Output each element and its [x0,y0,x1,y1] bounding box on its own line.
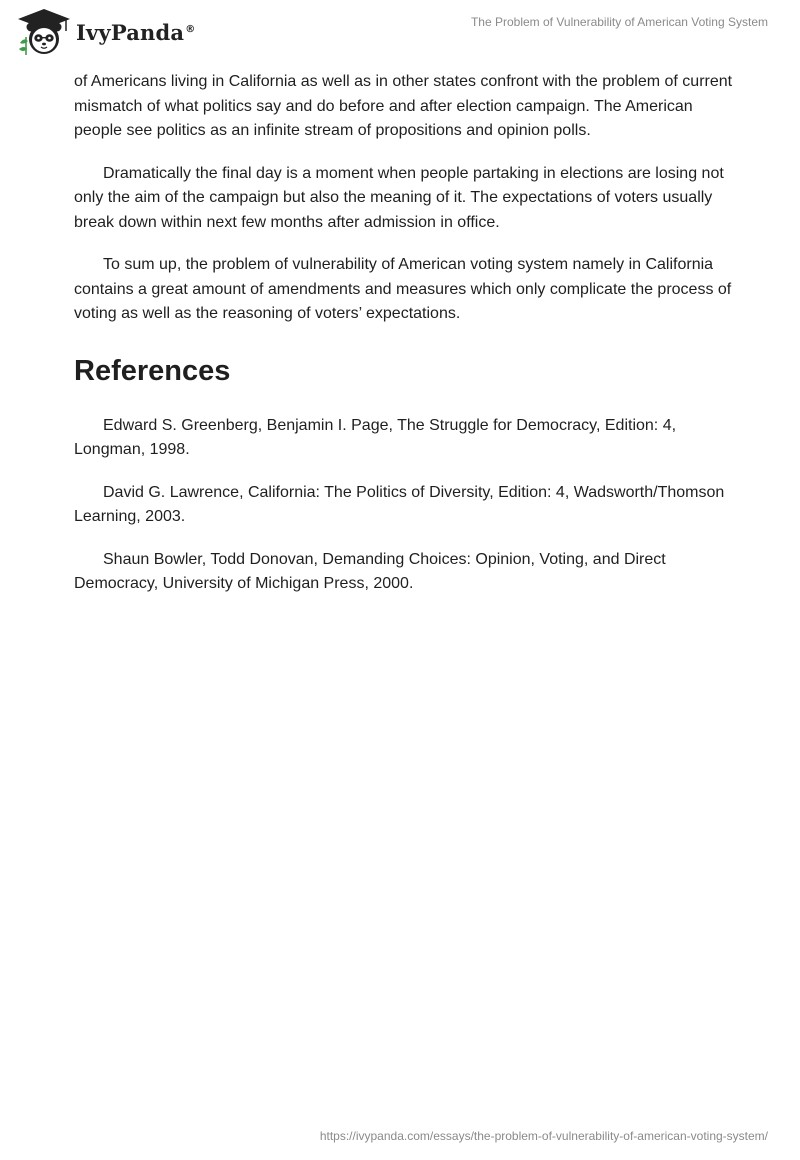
reference-entry: Edward S. Greenberg, Benjamin I. Page, The Struggle for Democracy, Edition: 4, Longman, 1998. [74,416,677,458]
panda-graduate-logo-icon [14,7,74,57]
page-header [0,0,800,64]
ivypanda-logo[interactable] [14,7,195,57]
reference-entry: Shaun Bowler, Todd Donovan, Demanding Choices: Opinion, Voting, and Direct Democracy, University of Michigan Press, 2000. [74,550,666,592]
paragraph-conclusion: To sum up, the problem of vulnerability of American voting system namely in California contains a great amount of amendments and measures which only complicate the process of voting as well as the reasoning of voters’ expectations. [74,256,732,322]
registered-mark: ® [185,23,196,35]
running-title: The Problem of Vulnerability of American Voting System [470,15,768,29]
source-url-link[interactable]: https://ivypanda.com/essays/the-problem-of-vulnerability-of-american-voting-system/ [319,1129,768,1143]
essay-body [74,70,734,615]
references-heading: References [74,354,231,387]
brand-name: IvyPanda® [76,19,196,45]
paragraph: Dramatically the final day is a moment when people partaking in elections are losing not only the aim of the campaign but also the meaning of it. The expectations of voters usually break down within next few months after admission in office. [74,164,724,231]
paragraph-continued: of Americans living in California as well as in other states confront with the problem of current mismatch of what politics say and do before and after election campaign. The American people see politics as an infinite stream of propositions and opinion polls. [74,73,733,139]
reference-entry: David G. Lawrence, California: The Politics of Diversity, Edition: 4, Wadsworth/Thomson Learning, 2003. [74,483,725,525]
